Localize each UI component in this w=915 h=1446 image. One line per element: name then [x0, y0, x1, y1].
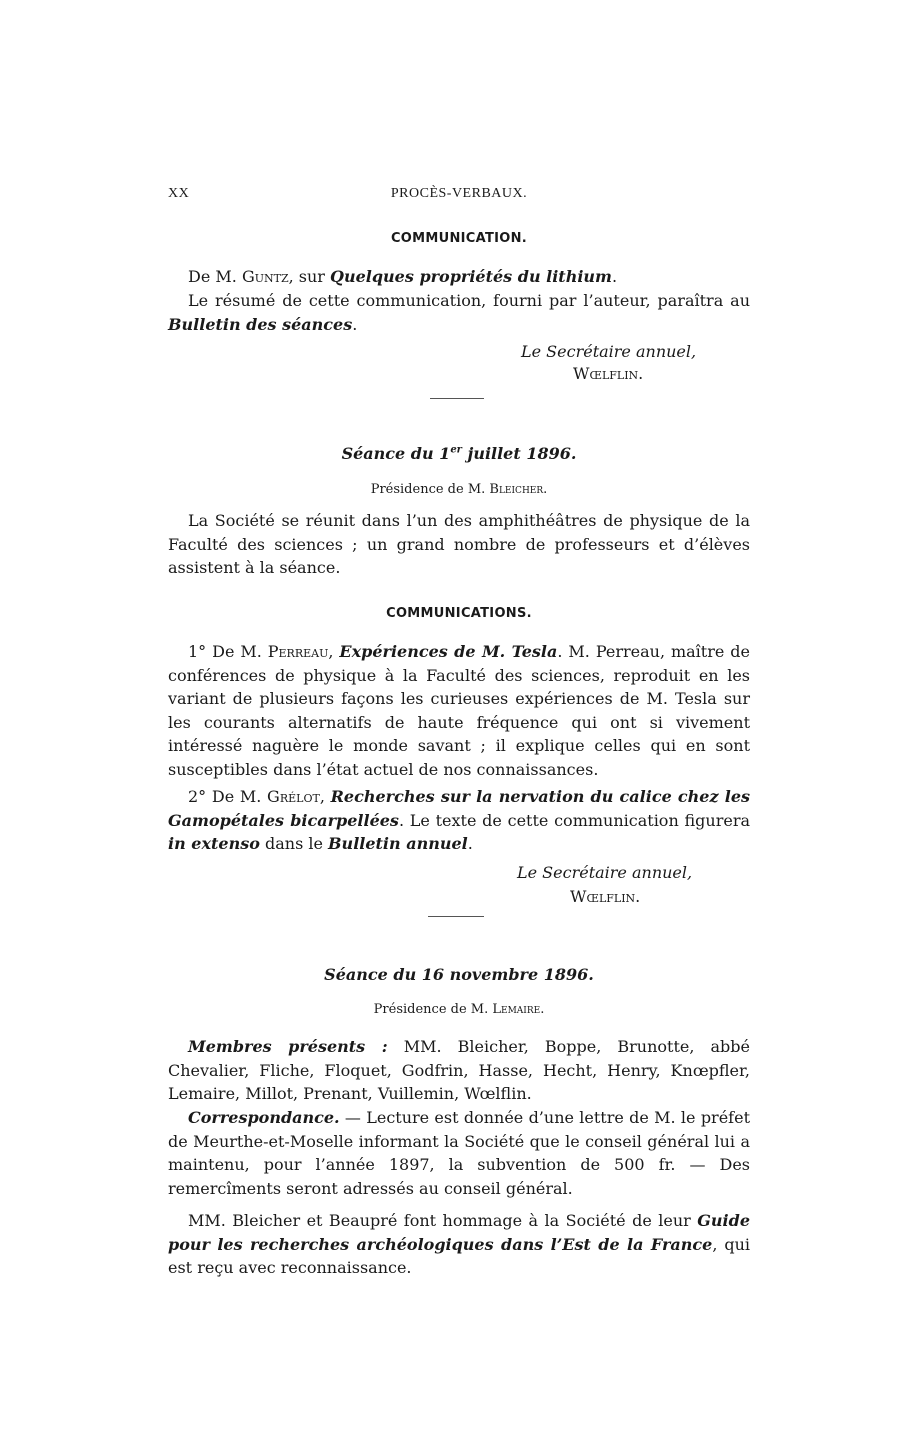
correspondence-paragraph: Correspondance. — Lecture est donnée d’une lettre de M. le préfet de Meurthe-et-Moselle informant la Société que le conseil général lui a maintenu, pour l’année 1897, la subvention de 500 fr. — Des remercîments seront adressés au conseil général. — [168, 1108, 750, 1198]
presidence-line: Présidence de M. Lemaire. — [373, 1002, 545, 1017]
section-heading: COMMUNICATIONS. — [386, 606, 532, 621]
members-paragraph: Membres présents : MM. Bleicher, Boppe, Brunotte, abbé Chevalier, Fliche, Floquet, Godfrin, Hasse, Hecht, Henry, Knœpfler, Lemaire, Millot, Prenant, Vuillemin, Wœlflin. — [168, 1037, 751, 1103]
author-name: Perreau — [267, 642, 329, 661]
communication-title: Recherches sur la nervation du calice chez les Gamopétales bicarpellées — [168, 787, 751, 830]
folio: XX — [168, 186, 190, 201]
guide-title: Guide pour les recherches archéologiques dans l’Est de la France — [168, 1211, 750, 1254]
session-title: Séance du 1er juillet 1896. — [341, 444, 577, 463]
correspondence-label: Correspondance. — [188, 1108, 340, 1127]
communication-title: Quelques propriétés du lithium — [330, 267, 612, 286]
separator-rule — [430, 398, 484, 399]
communication-paragraph: De M. Guntz, sur Quelques propriétés du lithium. — [188, 267, 618, 286]
donation-paragraph: MM. Bleicher et Beaupré font hommage à la Société de leur Guide pour les recherches archéologiques dans l’Est de la France, qui est reçu avec reconnaissance. — [168, 1211, 750, 1277]
signature-role: Le Secrétaire annuel, — [517, 863, 693, 882]
members-label: Membres présents : — [188, 1037, 388, 1056]
bulletin-title: Bulletin annuel — [328, 834, 468, 853]
communication-title: Expériences de M. Tesla — [339, 642, 558, 661]
president-name: Lemaire. — [492, 1002, 545, 1017]
signature-name: Wœlflin. — [570, 887, 641, 906]
communication-2-paragraph: 2° De M. Grélot, Recherches sur la nervation du calice chez les Gamopétales bicarpellées. Le texte de cette communication figurera in extenso dans le Bulletin annuel. — [168, 787, 751, 853]
author-name: Guntz — [241, 267, 289, 286]
bulletin-title: Bulletin des séances — [168, 314, 353, 334]
separator-rule — [428, 916, 484, 917]
author-name: Grélot — [267, 787, 320, 806]
running-title: PROCÈS-VERBAUX. — [390, 186, 528, 201]
presidence-line: Présidence de M. Bleicher. — [370, 482, 548, 497]
summary-paragraph: Le résumé de cette communication, fourni par l’auteur, paraîtra au Bulletin des séances. — [168, 291, 750, 334]
session-title: Séance du 16 novembre 1896. — [324, 965, 594, 984]
signature-role: Le Secrétaire annuel, — [521, 342, 697, 361]
president-name: Bleicher. — [489, 482, 548, 497]
signature-name: Wœlflin. — [573, 364, 644, 383]
session-intro-paragraph: La Société se réunit dans l’un des amphithéâtres de physique de la Faculté des sciences ; un grand nombre de professeurs et d’élèves assistent à la séance. — [168, 511, 750, 577]
communication-1-paragraph: 1° De M. Perreau, Expériences de M. Tesla. M. Perreau, maître de conférences de physique à la Faculté des sciences, reproduit en les variant de plusieurs façons les curieuses expériences de M. Tesla sur les courants alternatifs de haute fréquence qui ont si vivement intéressé naguère le monde savant ; il explique celles qui en sont susceptibles dans l’état actuel de nos connaissances. — [168, 642, 751, 779]
section-heading: COMMUNICATION. — [390, 231, 528, 246]
